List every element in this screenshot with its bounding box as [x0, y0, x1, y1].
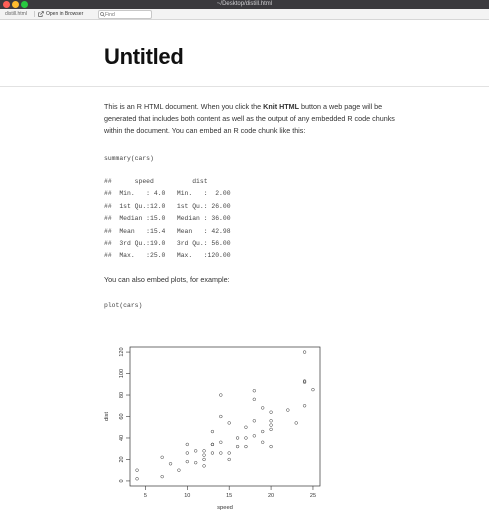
title-divider	[0, 86, 489, 87]
scatter-plot	[88, 335, 328, 512]
data-point	[261, 441, 264, 444]
data-point	[253, 398, 256, 401]
data-point	[136, 469, 139, 472]
y-tick-label: 60	[119, 413, 125, 420]
data-point	[270, 445, 273, 448]
intro-paragraph	[104, 101, 404, 137]
intro-text-start: This is an R HTML document. When you click the	[104, 102, 264, 111]
data-point	[303, 404, 306, 407]
data-point	[161, 456, 164, 459]
open-in-browser-icon	[38, 11, 44, 17]
data-point	[169, 462, 172, 465]
data-point	[186, 460, 189, 463]
data-point	[270, 428, 273, 431]
window-title: ~/Desktop/distill.html	[216, 1, 273, 7]
summary-output-line: ## 3rd Qu.:19.0 3rd Qu.: 56.00	[104, 239, 239, 247]
code-chunk-summary: summary(cars)	[104, 155, 154, 162]
data-point	[219, 441, 222, 444]
data-point	[211, 443, 214, 446]
x-tick-label: 25	[309, 493, 317, 499]
find-box	[98, 10, 152, 19]
document-title: Untitled	[104, 44, 184, 69]
data-point	[253, 434, 256, 437]
summary-output-line: ## Max. :25.0 Max. :120.00	[104, 252, 239, 260]
code-chunk-plot: plot(cars)	[104, 302, 143, 309]
open-in-browser-button[interactable]	[38, 10, 83, 18]
plot-frame	[130, 347, 320, 486]
title-bar	[0, 0, 489, 9]
data-point	[245, 445, 248, 448]
data-point	[286, 409, 289, 412]
data-point	[261, 430, 264, 433]
x-tick-label: 5	[143, 493, 147, 499]
y-tick-label: 0	[119, 479, 125, 483]
data-point	[211, 430, 214, 433]
summary-output-line: ## Min. : 4.0 Min. : 2.00	[104, 190, 239, 198]
data-point	[261, 407, 264, 410]
data-point	[136, 477, 139, 480]
x-tick-label: 20	[268, 493, 275, 499]
data-point	[228, 422, 231, 425]
data-point	[194, 449, 197, 452]
find-input[interactable]	[105, 12, 147, 18]
viewer-toolbar	[0, 9, 489, 20]
data-point	[236, 445, 239, 448]
data-point	[211, 452, 214, 455]
y-tick-label: 40	[119, 434, 125, 442]
summary-output	[104, 176, 238, 263]
summary-output-line: ## Median :15.0 Median : 36.00	[104, 215, 239, 223]
file-name-label: distill.html	[5, 11, 27, 17]
x-tick-label: 15	[226, 493, 233, 499]
data-point	[312, 388, 315, 391]
summary-output-line: ## speed dist	[104, 178, 223, 185]
data-point	[219, 394, 222, 397]
x-tick-label: 10	[184, 493, 191, 499]
data-point	[245, 426, 248, 429]
data-point	[194, 461, 197, 464]
summary-output-line: ## Mean :15.4 Mean : 42.98	[104, 227, 239, 235]
data-point	[219, 452, 222, 455]
y-axis-label: dist	[104, 411, 110, 422]
data-point	[228, 458, 231, 461]
data-point	[295, 422, 298, 425]
scatter-plot-svg	[88, 335, 328, 512]
y-tick-label: 20	[119, 456, 125, 463]
data-point	[178, 469, 181, 472]
x-axis-label: speed	[217, 505, 233, 511]
data-point	[303, 351, 306, 354]
data-point	[203, 449, 206, 452]
data-point	[186, 452, 189, 455]
y-tick-label: 120	[119, 347, 125, 357]
knit-html-bold: Knit HTML	[263, 102, 300, 111]
data-point	[186, 443, 189, 446]
data-point	[228, 452, 231, 455]
data-point	[253, 419, 256, 422]
data-point	[270, 419, 273, 422]
plot-paragraph: You can also embed plots, for example:	[104, 275, 230, 284]
y-tick-label: 80	[119, 391, 125, 399]
y-tick-label: 100	[119, 368, 125, 379]
data-point	[203, 458, 206, 461]
data-point	[203, 464, 206, 467]
open-in-browser-label: Open in Browser	[46, 11, 84, 17]
data-point	[219, 415, 222, 418]
data-point	[236, 437, 239, 440]
intro-text-end: button a web page will be generated that includes both content as well as the output of any embedded R code chunks within the document. You can embed an R code chunk like this:	[104, 102, 395, 135]
data-point	[203, 454, 206, 457]
data-point	[161, 475, 164, 478]
data-point	[270, 411, 273, 414]
data-point	[253, 389, 256, 392]
toolbar-divider	[34, 11, 35, 17]
data-point	[270, 424, 273, 427]
summary-output-line: ## 1st Qu.:12.0 1st Qu.: 26.00	[104, 202, 239, 210]
data-point	[245, 437, 248, 440]
